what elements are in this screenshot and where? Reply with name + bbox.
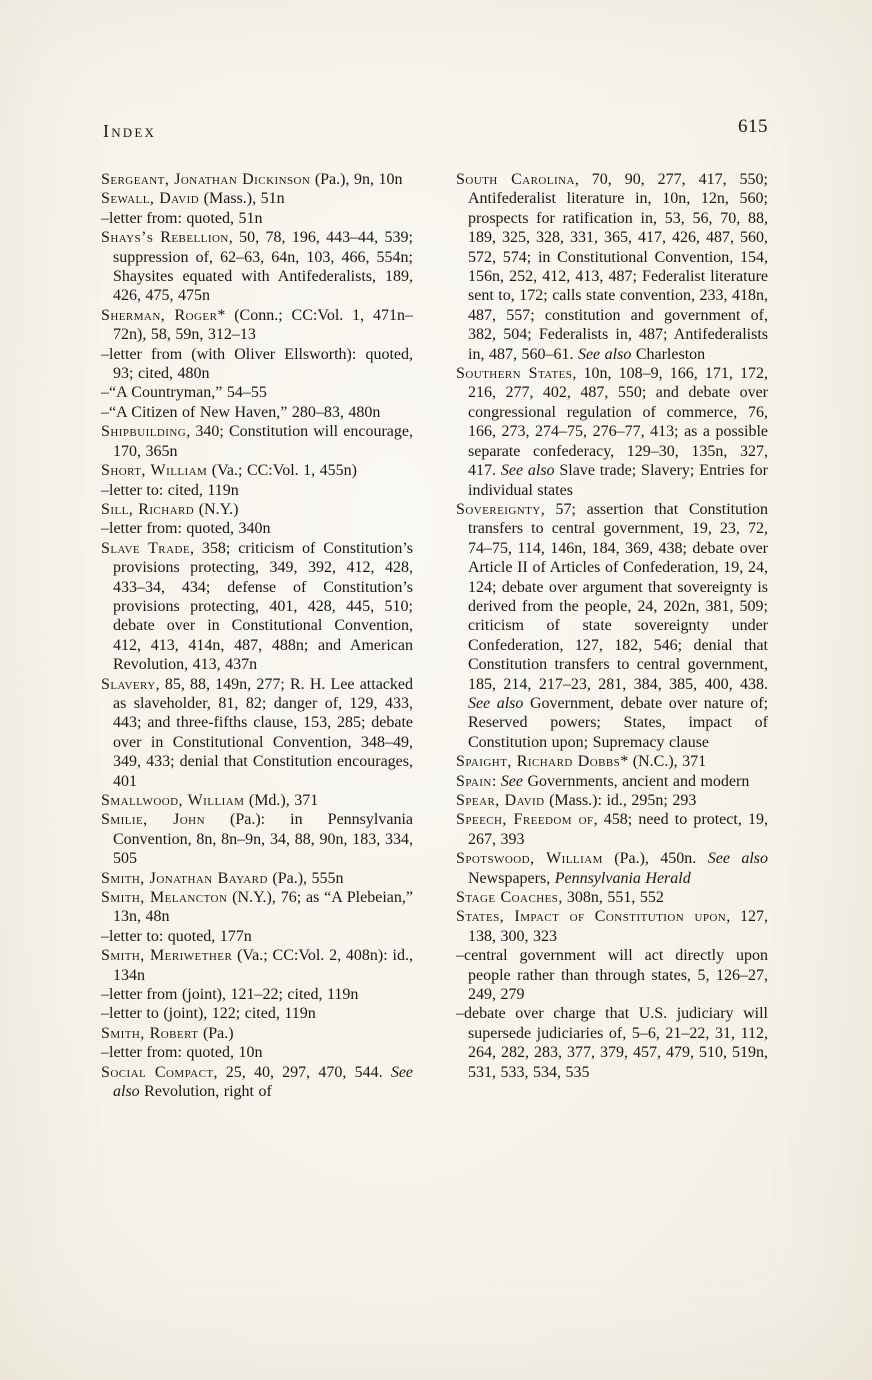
entry-headword: South Carolina [456, 171, 575, 188]
index-entry [456, 170, 768, 364]
index-subentry [101, 403, 413, 422]
entry-headword: Smith, Melancton [101, 889, 228, 907]
entry-text: Revolution, right of [139, 1083, 272, 1101]
entry-text: –letter from (with Oliver Ellsworth): quoted, 93; cited, 480n [101, 345, 413, 383]
index-subentry [101, 383, 413, 402]
entry-text: See also [577, 345, 632, 363]
index-entry [456, 500, 768, 752]
index-entry [101, 888, 413, 927]
entry-text: , 25, 40, 297, 470, 544. [213, 1063, 391, 1081]
entry-headword: Spear, David [456, 792, 545, 809]
index-entry [456, 364, 768, 500]
index-entry [101, 189, 413, 208]
index-entry [456, 849, 768, 888]
index-entry [101, 422, 413, 461]
entry-text: (Md.), 371 [244, 792, 319, 809]
entry-text: –letter from (joint), 121–22; cited, 119n [101, 986, 359, 1004]
entry-text: , 10n, 108–9, 166, 171, 172, 216, 277, 402, 487, 550; and debate over congressional regulation of commerce, 76, 166, 273, 274–75, 276–77, 413; as a possible separate confederacy, 129–30, 135n, 327, 417. [468, 365, 769, 480]
entry-headword: Sherman, Roger [101, 306, 218, 324]
entry-text: (Va.; CC:Vol. 1, 455n) [207, 462, 358, 480]
entry-headword: Spaight, Richard Dobbs [456, 753, 621, 771]
entry-text: , 340; Constitution will encourage, 170, 365n [113, 423, 413, 460]
index-subentry [101, 985, 413, 1004]
entry-text: See also [707, 850, 769, 868]
index-entry [101, 500, 413, 519]
entry-headword: Sill, Richard [101, 500, 195, 518]
entry-text: –central government will act directly upon people rather than through states, 5, 126–27, 249, 279 [456, 947, 768, 1004]
index-subentry [101, 1004, 413, 1023]
index-subentry [101, 927, 413, 946]
entry-headword: Slave Trade [101, 539, 191, 557]
entry-text: * (N.C.), 371 [620, 753, 707, 771]
entry-text: –debate over charge that U.S. judiciary will supersede judiciaries of, 5–6, 21–22, 31, 112, 264, 282, 283, 377, 379, 457, 479, 510, 519n, 531, 533, 534, 535 [456, 1005, 768, 1081]
entry-text: , 458; need to protect, 19, 267, 393 [468, 811, 768, 848]
entry-text: –letter from: quoted, 340n [101, 520, 271, 538]
entry-text: Pennsylvania Herald [554, 869, 691, 887]
entry-text: , 70, 90, 277, 417, 550; Antifederalist literature in, 10n, 12n, 560; prospects for ratification in, 53, 56, 70, 88, 189, 325, 328, 331, 365, 417, 426, 487, 560, 572, 574; in Constitutional Convention, 154, 156n, 252, 412, 413, 487; Federalist literature sent to, 172; calls state convention, 233, 418n, 487, 557; constitution and government of, 382, 504; Federalists in, 487; Antifederalists in, 487, 560–61. [468, 171, 768, 363]
entry-text: , 358; criticism of Constitution’s provisions protecting, 349, 392, 412, 428, 433–34, 434; defense of Constitution’s provisions protecting, 401, 428, 445, 510; debate over in Constitutional Convention, 412, 413, 414n, 487, 488n; and American Revolution, 413, 437n [113, 539, 414, 674]
entry-text: Slave trade; Slavery; Entries for individual states [468, 462, 769, 499]
index-entry [456, 791, 768, 810]
index-entry [456, 907, 768, 946]
entry-text: –“A Countryman,” 54–55 [101, 384, 267, 402]
index-entry [101, 170, 413, 189]
entry-text: Governments, ancient and modern [522, 772, 750, 790]
index-entry [101, 810, 413, 868]
entry-text: * (Conn.; CC:Vol. 1, 471n–72n), 58, 59n, 312–13 [113, 306, 414, 344]
entry-headword: Sovereignty [456, 500, 541, 518]
entry-headword: Speech, Freedom of [456, 811, 594, 829]
index-heading: Index [103, 121, 157, 141]
entry-headword: Sewall, David [101, 190, 200, 208]
entry-headword: Shays’s Rebellion [101, 229, 229, 247]
index-entry [101, 1024, 413, 1043]
entry-text: (Va.; CC:Vol. 2, 408n): id., 134n [113, 947, 413, 984]
index-entry [101, 461, 413, 480]
entry-text: See also [468, 694, 524, 712]
entry-text: (N.Y.), 76; as “A Plebeian,” 13n, 48n [113, 889, 413, 926]
entry-text: Newspapers, [468, 869, 555, 887]
page-header [0, 0, 872, 160]
entry-text: (Pa.) [198, 1024, 234, 1042]
entry-headword: Smilie, John [101, 811, 205, 829]
entry-text: (Pa.), 555n [267, 869, 344, 887]
entry-text: See also [500, 462, 555, 480]
entry-text: –letter from: quoted, 10n [101, 1044, 263, 1062]
index-entry [101, 791, 413, 810]
index-subentry [456, 1004, 768, 1082]
entry-text: –letter to: cited, 119n [101, 481, 239, 499]
index-subentry [101, 1043, 413, 1062]
entry-text: See also [113, 1063, 414, 1101]
entry-headword: Social Compact [101, 1063, 214, 1081]
entry-headword: Spain [456, 772, 492, 790]
index-entry [456, 772, 768, 791]
entry-headword: Smith, Meriwether [101, 947, 233, 965]
index-subentry [101, 519, 413, 538]
entry-text: , 127, 138, 300, 323 [468, 908, 769, 945]
entry-text: –letter to: quoted, 177n [101, 927, 252, 945]
index-subentry [101, 345, 413, 384]
index-entry [101, 869, 413, 888]
index-subentry [101, 481, 413, 500]
entry-text: (N.Y.) [194, 500, 239, 518]
entry-text: –letter to (joint), 122; cited, 119n [101, 1005, 316, 1023]
entry-headword: Short, William [101, 462, 208, 480]
entry-text: , 57; assertion that Constitution transfers to central government, 19, 23, 72, 74–75, 114, 146n, 184, 369, 438; debate over Article II of Articles of Confederation, 19, 24, 124; debate over argument that sovereignty is derived from the people, 24, 202n, 381, 509; criticism of state sovereignty under Confederation, 127, 182, 546; denial that Constitution transfers to central government, 185, 214, 217–23, 281, 384, 385, 400, 438. [468, 500, 768, 693]
entry-headword: Stage Coaches [456, 889, 559, 907]
index-entry [101, 306, 413, 345]
entry-headword: Spotswood, William [456, 850, 603, 868]
entry-text: , 308n, 551, 552 [558, 889, 664, 907]
index-subentry [456, 946, 768, 1004]
entry-text: : [491, 772, 501, 790]
entry-headword: Shipbuilding [101, 423, 187, 441]
index-column-right [456, 170, 768, 1082]
entry-text: (Mass.), 51n [199, 190, 285, 208]
entry-headword: Smith, Jonathan Bayard [101, 869, 268, 887]
entry-text: –“A Citizen of New Haven,” 280–83, 480n [101, 403, 381, 421]
entry-text: (Pa.), 9n, 10n [310, 171, 403, 188]
index-entry [101, 1063, 413, 1102]
entry-text: , 85, 88, 149n, 277; R. H. Lee attacked as slaveholder, 81, 82; danger of, 129, 433, 443; and three-fifths clause, 153, 285; debate over in Constitutional Convention, 348–49, 349, 433; denial that Constitution encourages, 401 [113, 675, 413, 790]
entry-headword: Sergeant, Jonathan Dickinson [101, 171, 311, 188]
entry-text: Charleston [631, 345, 706, 363]
index-subentry [101, 209, 413, 228]
index-entry [456, 810, 768, 849]
entry-headword: Southern States [456, 365, 573, 383]
entry-headword: Smallwood, William [101, 792, 245, 809]
index-entry [101, 539, 413, 675]
index-entry [456, 752, 768, 771]
entry-text: (Pa.): in Pennsylvania Convention, 8n, 8n–9n, 34, 88, 90n, 183, 334, 505 [113, 811, 413, 868]
entry-headword: Slavery [101, 675, 156, 693]
entry-headword: Smith, Robert [101, 1024, 199, 1042]
page-number: 615 [738, 116, 768, 137]
index-entry [101, 946, 413, 985]
index-entry [101, 228, 413, 306]
entry-text: See [500, 772, 523, 790]
entry-headword: States, Impact of Constitution upon [456, 908, 727, 926]
entry-text: (Pa.), 450n. [602, 850, 708, 868]
entry-text: Government, debate over nature of; Reserved powers; States, impact of Constitution upon; Supremacy clause [468, 694, 769, 751]
index-column-left [101, 170, 413, 1102]
entry-text: –letter from: quoted, 51n [101, 209, 263, 227]
index-entry [101, 675, 413, 791]
index-entry [456, 888, 768, 907]
entry-text: (Mass.): id., 295n; 293 [544, 792, 697, 809]
entry-text: , 50, 78, 196, 443–44, 539; suppression of, 62–63, 64n, 103, 466, 554n; Shaysites equated with Antifederalists, 189, 426, 475, 475n [113, 229, 413, 305]
